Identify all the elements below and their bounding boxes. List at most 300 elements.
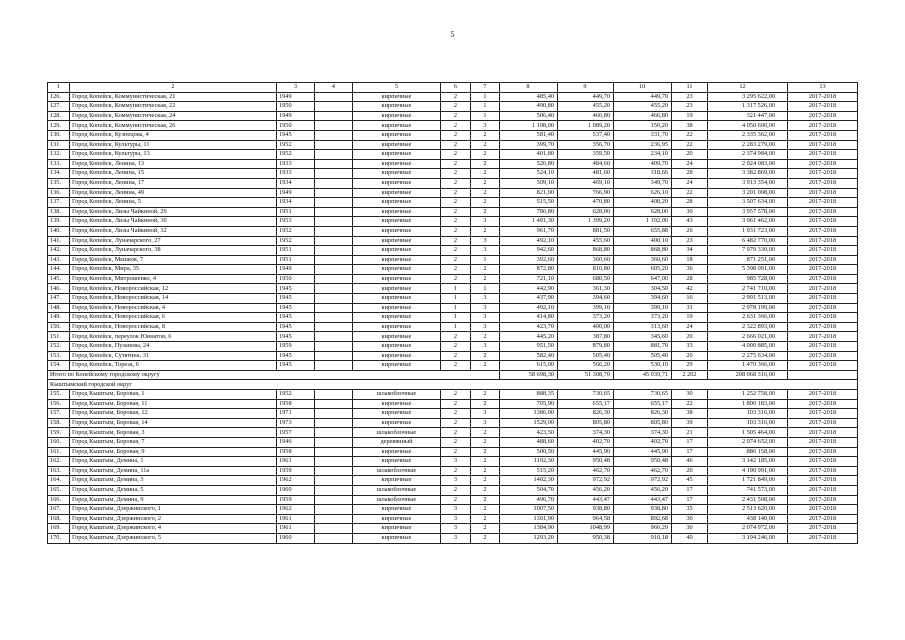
table-cell: 144. — [48, 265, 70, 275]
table-cell: кирпичные — [353, 140, 441, 150]
table-cell: 3 507 634,00 — [708, 198, 788, 208]
table-cell: 2017-2018 — [788, 255, 858, 265]
table-cell: 3 295 622,00 — [708, 92, 788, 102]
table-cell: Город Копейск, Новороссийская, 4 — [70, 303, 277, 313]
table-cell — [315, 246, 353, 256]
table-cell: Город Копейск, переулок Юннатов, 6 — [70, 332, 277, 342]
table-cell: 868,80 — [614, 246, 672, 256]
table-cell: 515,50 — [500, 198, 558, 208]
table-cell: 3 — [441, 505, 471, 515]
table-cell: 387,80 — [558, 332, 614, 342]
table-cell: 655,88 — [614, 226, 672, 236]
table-cell: 730,65 — [614, 390, 672, 400]
table-cell: 139. — [48, 217, 70, 227]
table-cell: 135. — [48, 178, 70, 188]
table-cell: 2 — [441, 418, 471, 428]
table-cell: 3 201 008,00 — [708, 188, 788, 198]
table-cell: 826,30 — [614, 409, 672, 419]
table-cell: 881,50 — [558, 226, 614, 236]
table-cell: 2017-2018 — [788, 342, 858, 352]
table-cell: 127. — [48, 102, 70, 112]
table-cell: 2 — [471, 178, 500, 188]
table-cell — [315, 361, 353, 371]
table-cell: 19 — [672, 111, 708, 121]
table-cell: 20 — [672, 351, 708, 361]
table-cell — [315, 294, 353, 304]
table-cell: 524,10 — [500, 169, 558, 179]
table-cell: 2 — [471, 437, 500, 447]
table-cell: 1048,99 — [558, 524, 614, 534]
table-cell: 2 — [471, 226, 500, 236]
table-cell: 1957 — [277, 428, 315, 438]
table-cell: Город Копейск, Мира, 35 — [70, 265, 277, 275]
table-cell: 730,65 — [558, 390, 614, 400]
table-cell: 2 — [471, 495, 500, 505]
table-cell: 150,20 — [614, 121, 672, 131]
table-cell: 4 — [315, 83, 353, 93]
table-cell: 1945 — [277, 313, 315, 323]
table-cell: Город Копейск, Коммунистическая, 21 — [70, 92, 277, 102]
table-cell: 505,40 — [558, 351, 614, 361]
table-row — [48, 159, 858, 169]
table-cell: 141. — [48, 236, 70, 246]
table-cell: 2 — [471, 265, 500, 275]
table-cell: 1 089,20 — [558, 121, 614, 131]
table-cell: 741 573,00 — [708, 485, 788, 495]
table-cell: 38 — [672, 121, 708, 131]
table-cell: 826,30 — [558, 409, 614, 419]
table-cell: 103 316,00 — [708, 418, 788, 428]
table-cell: 26 — [672, 226, 708, 236]
table-cell: Город Кыштым, Боровая, 11 — [70, 399, 277, 409]
subtotal-cell: 2 202 — [672, 370, 708, 380]
table-cell: Город Кыштым, Дзержинского, 1 — [70, 505, 277, 515]
table-cell: 2 431 508,00 — [708, 495, 788, 505]
table-cell — [315, 188, 353, 198]
table-cell: 2 — [441, 466, 471, 476]
table-row — [48, 236, 858, 246]
table-cell: шлакоблочные — [353, 390, 441, 400]
table-cell: 1934 — [277, 178, 315, 188]
table-cell: 19 — [672, 313, 708, 323]
table-cell: 1949 — [277, 111, 315, 121]
table-cell: 2 374 984,00 — [708, 150, 788, 160]
table-row — [48, 485, 858, 495]
table-row — [48, 121, 858, 131]
table-cell: 392,60 — [500, 255, 558, 265]
table-cell: 2 — [441, 178, 471, 188]
table-cell: 509,10 — [500, 178, 558, 188]
table-cell: кирпичные — [353, 255, 441, 265]
table-cell: 22 — [672, 188, 708, 198]
table-cell: 972,92 — [614, 476, 672, 486]
table-cell — [315, 111, 353, 121]
table-cell: кирпичные — [353, 265, 441, 275]
table-cell: 394,60 — [614, 294, 672, 304]
table-cell: 136. — [48, 188, 70, 198]
table-cell: кирпичные — [353, 342, 441, 352]
table-row — [48, 140, 858, 150]
table-cell: 45 — [672, 476, 708, 486]
table-cell: 140. — [48, 226, 70, 236]
table-cell: 402,70 — [614, 437, 672, 447]
table-cell: кирпичные — [353, 226, 441, 236]
table-cell: кирпичные — [353, 121, 441, 131]
table-cell: Город Копейск, Новороссийская, 14 — [70, 294, 277, 304]
table-cell: 10 — [614, 83, 672, 93]
table-cell: 1 — [471, 255, 500, 265]
table-cell: 2 — [471, 390, 500, 400]
table-cell: 445,90 — [614, 447, 672, 457]
table-cell: 1529,00 — [500, 418, 558, 428]
table-cell: 1945 — [277, 361, 315, 371]
table-cell: 313,60 — [614, 322, 672, 332]
table-cell: 7 — [471, 83, 500, 93]
table-cell: 1952 — [277, 236, 315, 246]
table-cell: 6 — [441, 83, 471, 93]
table-cell: 1386,00 — [500, 409, 558, 419]
table-cell: Город Кыштым, Дзержинского, 5 — [70, 533, 277, 543]
table-cell: 1192,30 — [500, 457, 558, 467]
table-cell: кирпичные — [353, 332, 441, 342]
table-cell: 409,70 — [614, 159, 672, 169]
table-cell: 2017-2018 — [788, 495, 858, 505]
table-cell: шлакоблочные — [353, 495, 441, 505]
table-cell: 626,10 — [614, 188, 672, 198]
table-row — [48, 332, 858, 342]
table-cell: 1301,90 — [500, 514, 558, 524]
table-cell: Город Кыштым, Демина, 5 — [70, 485, 277, 495]
table-cell: 872,80 — [500, 265, 558, 275]
table-cell — [315, 217, 353, 227]
table-cell: 2017-2018 — [788, 178, 858, 188]
table-cell: 2 — [441, 332, 471, 342]
table-cell: 318,66 — [614, 169, 672, 179]
table-cell: 1961 — [277, 524, 315, 534]
table-cell: 2017-2018 — [788, 140, 858, 150]
table-row — [48, 313, 858, 323]
table-cell: 2 991 513,00 — [708, 294, 788, 304]
table-cell: 30 — [672, 524, 708, 534]
table-cell: кирпичные — [353, 169, 441, 179]
table-cell: 1951 — [277, 246, 315, 256]
table-cell — [315, 130, 353, 140]
table-cell: 655,17 — [558, 399, 614, 409]
table-cell: 20 — [672, 332, 708, 342]
table-cell — [315, 390, 353, 400]
table-cell: кирпичные — [353, 111, 441, 121]
table-cell: 1959 — [277, 495, 315, 505]
table-cell: 1007,50 — [500, 505, 558, 515]
table-cell: 3 913 354,00 — [708, 178, 788, 188]
table-cell: 3 — [441, 533, 471, 543]
table-cell: 950,48 — [558, 457, 614, 467]
table-cell: 2 — [441, 246, 471, 256]
subtotal-cell: 208 068 316,00 — [708, 370, 788, 380]
table-cell: 786,80 — [500, 207, 558, 217]
table-cell: 24 — [672, 159, 708, 169]
table-cell: 2017-2018 — [788, 361, 858, 371]
table-cell: 3 — [471, 342, 500, 352]
table-cell: 1971 — [277, 409, 315, 419]
table-cell: Город Копейск, Пузанова, 24 — [70, 342, 277, 352]
table-cell: 17 — [672, 495, 708, 505]
table-cell: 1945 — [277, 294, 315, 304]
table-cell: 2 — [471, 150, 500, 160]
table-cell: 2 074 652,00 — [708, 437, 788, 447]
table-cell: 2 — [471, 198, 500, 208]
table-cell: 137. — [48, 198, 70, 208]
table-cell: 462,70 — [558, 466, 614, 476]
table-cell — [315, 466, 353, 476]
table-cell: 2017-2018 — [788, 428, 858, 438]
table-cell: 680,50 — [558, 274, 614, 284]
table-cell: 2 — [441, 226, 471, 236]
table-cell: 1 192,00 — [614, 217, 672, 227]
table-cell: 2 — [441, 265, 471, 275]
table-cell: Город Кыштым, Боровая, 3 — [70, 428, 277, 438]
table-cell: 3 — [471, 303, 500, 313]
table-cell: 455,20 — [558, 102, 614, 112]
table-cell: 2017-2018 — [788, 332, 858, 342]
table-cell: 3 — [471, 121, 500, 131]
table-cell: 1 470 366,00 — [708, 361, 788, 371]
table-cell: 24 — [672, 178, 708, 188]
table-cell: 2 — [441, 236, 471, 246]
table-cell: 2017-2018 — [788, 294, 858, 304]
table-row — [48, 399, 858, 409]
table-cell: 23 — [672, 102, 708, 112]
table-cell: 2017-2018 — [788, 514, 858, 524]
table-cell: 2017-2018 — [788, 485, 858, 495]
table-cell: 399,10 — [558, 303, 614, 313]
table-cell: 455,60 — [558, 236, 614, 246]
table-cell: 1945 — [277, 332, 315, 342]
table-cell: 2 — [441, 188, 471, 198]
table-cell: 154. — [48, 361, 70, 371]
table-cell: 28 — [672, 198, 708, 208]
table-cell — [315, 505, 353, 515]
table-cell: 1402,30 — [500, 476, 558, 486]
table-cell: 161. — [48, 447, 70, 457]
table-cell: 130. — [48, 130, 70, 140]
table-cell: 868,80 — [558, 246, 614, 256]
table-cell: 500,50 — [500, 447, 558, 457]
table-cell: Город Копейск, Сутягина, 31 — [70, 351, 277, 361]
table-cell: 1951 — [277, 207, 315, 217]
table-cell: 942,60 — [500, 246, 558, 256]
table-cell: 30 — [672, 514, 708, 524]
table-cell: Город Копейск, Ленина, 5 — [70, 198, 277, 208]
table-cell: 1962 — [277, 505, 315, 515]
table-cell: 152. — [48, 342, 70, 352]
table-row — [48, 361, 858, 371]
table-row — [48, 198, 858, 208]
table-cell: кирпичные — [353, 524, 441, 534]
table-cell: 1 — [441, 284, 471, 294]
table-cell: 146. — [48, 284, 70, 294]
table-cell: 2 — [471, 130, 500, 140]
table-cell: 505,40 — [614, 351, 672, 361]
table-cell: 566,20 — [558, 361, 614, 371]
table-cell: 149. — [48, 313, 70, 323]
table-cell: 148. — [48, 303, 70, 313]
table-cell: 705,90 — [500, 399, 558, 409]
table-cell: 132. — [48, 150, 70, 160]
table-cell — [315, 255, 353, 265]
table-cell: 165. — [48, 485, 70, 495]
table-cell: 615,00 — [500, 361, 558, 371]
table-cell: 2 — [441, 255, 471, 265]
table-cell: 582,40 — [500, 351, 558, 361]
table-cell: 2017-2018 — [788, 303, 858, 313]
table-cell: 1950 — [277, 102, 315, 112]
table-cell: 2 — [70, 83, 277, 93]
table-cell: 462,70 — [614, 466, 672, 476]
table-row — [48, 466, 858, 476]
table-cell: 2 — [441, 102, 471, 112]
table-cell: 423,50 — [500, 428, 558, 438]
table-row — [48, 524, 858, 534]
table-cell: 445,20 — [500, 332, 558, 342]
table-cell: 628,00 — [614, 207, 672, 217]
table-cell: 23 — [672, 92, 708, 102]
table-cell: 1 — [48, 83, 70, 93]
table-cell: 2017-2018 — [788, 457, 858, 467]
table-cell: 2017-2018 — [788, 150, 858, 160]
table-cell — [315, 169, 353, 179]
table-cell: 3 194 246,00 — [708, 533, 788, 543]
table-cell: 22 — [672, 130, 708, 140]
table-cell: 2 — [471, 447, 500, 457]
table-cell: 11 — [672, 83, 708, 93]
table-cell: 1933 — [277, 159, 315, 169]
table-cell: 321 447,00 — [708, 111, 788, 121]
table-cell: 40 — [672, 533, 708, 543]
table-cell: 496,70 — [500, 495, 558, 505]
table-cell: 537,40 — [558, 130, 614, 140]
table-row — [48, 169, 858, 179]
table-cell: 1961 — [277, 514, 315, 524]
table-cell — [315, 514, 353, 524]
table-cell: 2 — [441, 485, 471, 495]
table-row — [48, 447, 858, 457]
table-cell: 2 — [471, 332, 500, 342]
table-cell: 1951 — [277, 255, 315, 265]
table-cell: 492,10 — [500, 236, 558, 246]
table-cell: кирпичные — [353, 476, 441, 486]
table-cell: 3 — [471, 236, 500, 246]
table-cell: 345,60 — [614, 332, 672, 342]
table-cell: 24 — [672, 322, 708, 332]
table-cell: 2 — [441, 150, 471, 160]
table-cell: 2 — [441, 111, 471, 121]
table-cell: 129. — [48, 121, 70, 131]
table-cell: шлакоблочные — [353, 428, 441, 438]
table-cell: Город Копейск, Новороссийская, 12 — [70, 284, 277, 294]
table-cell: 36 — [672, 265, 708, 275]
table-cell: 2017-2018 — [788, 313, 858, 323]
table-cell: 1952 — [277, 226, 315, 236]
table-cell: 2 — [471, 351, 500, 361]
table-cell: 162. — [48, 457, 70, 467]
table-cell: 3 957 578,00 — [708, 207, 788, 217]
table-cell — [315, 457, 353, 467]
table-cell: 402,70 — [558, 437, 614, 447]
table-cell: 2 — [441, 217, 471, 227]
table-cell: 2017-2018 — [788, 226, 858, 236]
table-cell: 3 — [471, 322, 500, 332]
table-cell: 2 — [441, 207, 471, 217]
table-cell: 3 — [277, 83, 315, 93]
table-cell: 2017-2018 — [788, 524, 858, 534]
table-cell: 1945 — [277, 303, 315, 313]
table-cell: 2 — [471, 399, 500, 409]
table-cell: кирпичные — [353, 322, 441, 332]
table-cell: Город Кыштым, Боровая, 14 — [70, 418, 277, 428]
table-cell: 1952 — [277, 150, 315, 160]
table-cell: 160. — [48, 437, 70, 447]
table-cell: 2017-2018 — [788, 399, 858, 409]
table-cell: 360,60 — [558, 255, 614, 265]
table-cell: 234,10 — [614, 150, 672, 160]
table-cell: 506,40 — [500, 111, 558, 121]
table-cell: кирпичные — [353, 294, 441, 304]
table-cell: 399,10 — [614, 303, 672, 313]
table-row — [48, 495, 858, 505]
table-cell: 1 721 849,00 — [708, 476, 788, 486]
table-cell: 1945 — [277, 284, 315, 294]
table-cell: кирпичные — [353, 457, 441, 467]
table-cell: 1 — [441, 313, 471, 323]
table-cell: 2 — [471, 274, 500, 284]
table-cell: 164. — [48, 476, 70, 486]
table-cell: 2017-2018 — [788, 92, 858, 102]
table-cell: 2017-2018 — [788, 130, 858, 140]
table-cell: Город Кыштым, Боровая, 12 — [70, 409, 277, 419]
table-cell: Город Копейск, Ленина, 15 — [70, 169, 277, 179]
table-cell: 2017-2018 — [788, 188, 858, 198]
table-cell — [315, 303, 353, 313]
table-row — [48, 437, 858, 447]
table-cell: 3 — [441, 476, 471, 486]
table-cell: 2 335 362,00 — [708, 130, 788, 140]
table-cell: 20 — [672, 150, 708, 160]
table-cell: 16 — [672, 294, 708, 304]
table-cell: 881,70 — [614, 342, 672, 352]
table-cell: 3 — [471, 294, 500, 304]
table-cell: 1960 — [277, 533, 315, 543]
table-cell: Город Кыштым, Демина, 9 — [70, 495, 277, 505]
table-cell: 4 050 690,00 — [708, 121, 788, 131]
table-cell: 147. — [48, 294, 70, 304]
table-cell: 2017-2018 — [788, 351, 858, 361]
table-cell: 1958 — [277, 447, 315, 457]
table-cell: 910,18 — [614, 533, 672, 543]
table-row — [48, 92, 858, 102]
table-cell: 2 — [441, 428, 471, 438]
table-cell: 17 — [672, 447, 708, 457]
table-cell: кирпичные — [353, 284, 441, 294]
table-cell: 170. — [48, 533, 70, 543]
table-cell: 437,90 — [500, 294, 558, 304]
table-cell: 2 283 279,00 — [708, 140, 788, 150]
table-cell: 360,60 — [614, 255, 672, 265]
table-cell — [315, 342, 353, 352]
table-cell: 1950 — [277, 274, 315, 284]
table-cell: 3 142 185,00 — [708, 457, 788, 467]
table-cell: Город Копейск, Митрошенко, 4 — [70, 274, 277, 284]
